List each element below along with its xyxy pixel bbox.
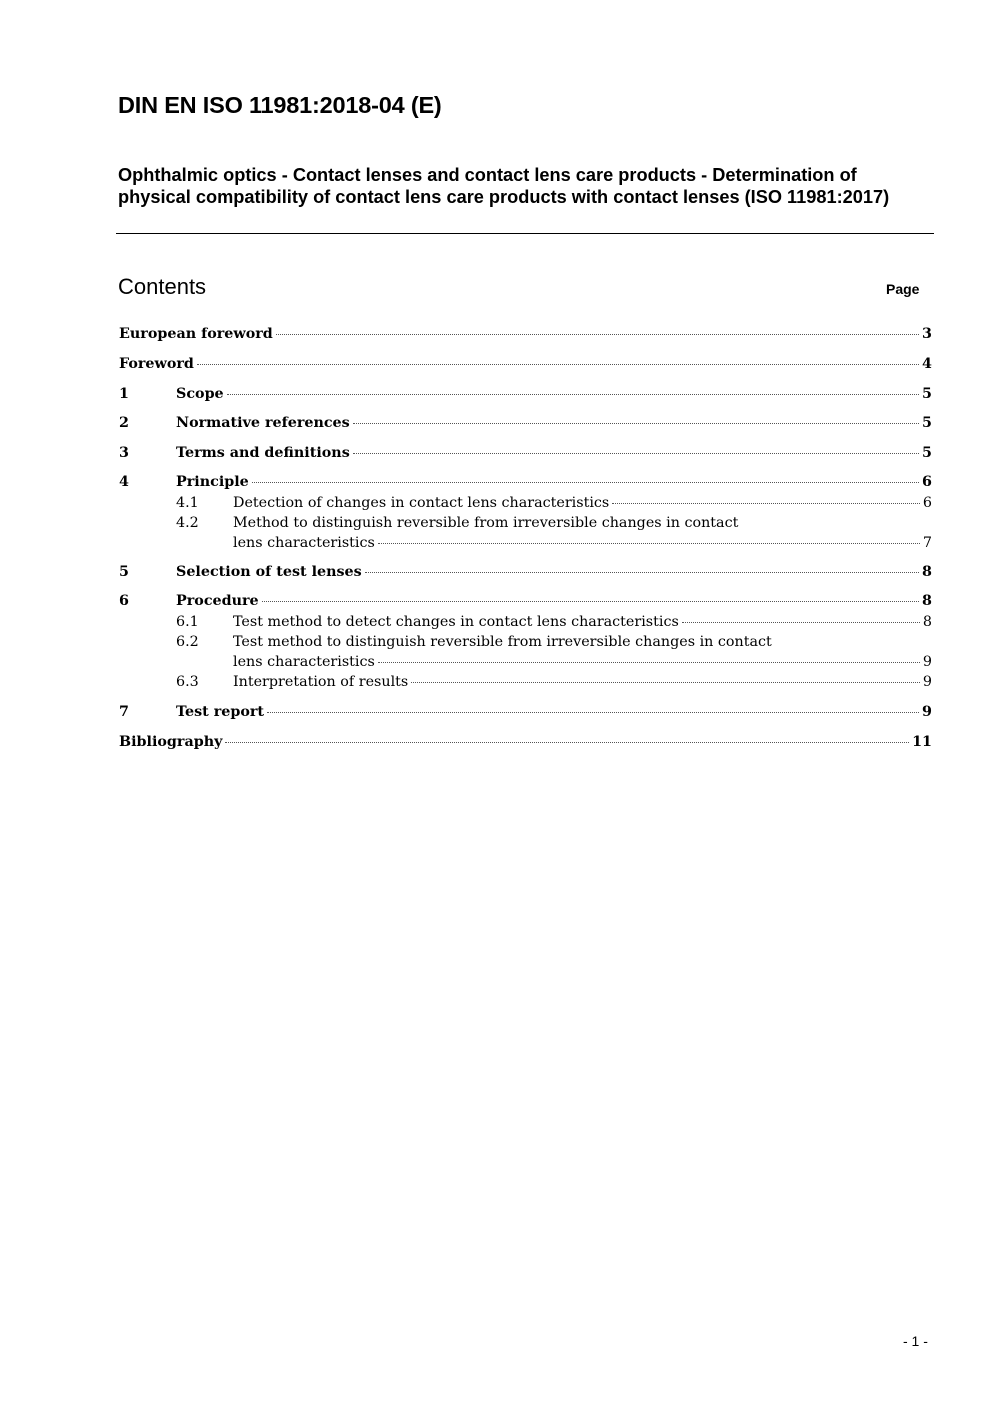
toc-leader-dots [378, 662, 920, 663]
toc-entry-number: 2 [119, 415, 129, 431]
toc-entry-page: 8 [922, 593, 932, 609]
contents-heading: Contents [118, 274, 207, 299]
toc-entry-test-method-detect[interactable] [119, 612, 932, 632]
toc-entry-text: Test report [176, 704, 265, 720]
toc-entry-normative-references[interactable] [119, 413, 932, 433]
toc-entry-page: 4 [922, 356, 932, 372]
toc-entry-page: 9 [922, 674, 932, 690]
toc-entry-number: 7 [119, 704, 129, 720]
toc-leader-dots [262, 601, 919, 602]
toc-entry-scope[interactable] [119, 384, 932, 404]
toc-entry-text: Test method to detect changes in contact lens characteristics [233, 614, 679, 630]
toc-leader-dots [276, 334, 919, 335]
toc-entry-text: Normative references [176, 415, 350, 431]
toc-entry-principle[interactable] [119, 472, 932, 492]
toc-entry-text: European foreword [119, 326, 273, 342]
toc-entry-terms-and-definitions[interactable] [119, 443, 932, 463]
toc-leader-dots [353, 423, 919, 424]
toc-leader-dots [225, 742, 909, 743]
toc-leader-dots [227, 394, 919, 395]
toc-entry-foreword[interactable] [119, 354, 932, 374]
toc-entry-page: 9 [922, 654, 932, 670]
toc-entry-number: 4 [119, 474, 129, 490]
toc-entry-interpretation-of-results[interactable] [119, 672, 932, 692]
toc-entry-text: Principle [176, 474, 249, 490]
title-divider [116, 233, 934, 234]
toc-entry-number: 1 [119, 386, 129, 402]
toc-entry-number: 6 [119, 593, 129, 609]
toc-entry-text: Detection of changes in contact lens characteristics [233, 495, 610, 511]
toc-entry-test-report[interactable] [119, 702, 932, 722]
toc-entry-text: lens characteristics [233, 654, 375, 670]
toc-leader-dots [267, 712, 919, 713]
toc-entry-procedure[interactable] [119, 591, 932, 611]
toc-leader-dots [252, 482, 919, 483]
toc-entry-text-line1: Test method to distinguish reversible from irreversible changes in contact [233, 634, 772, 650]
toc-entry-text: Procedure [176, 593, 259, 609]
toc-leader-dots [612, 503, 920, 504]
toc-entry-test-method-distinguish-cont[interactable] [119, 652, 932, 672]
toc-entry-text: Bibliography [119, 734, 223, 750]
toc-entry-page: 8 [922, 614, 932, 630]
toc-entry-number: 5 [119, 564, 129, 580]
toc-entry-number: 6.2 [176, 634, 199, 650]
toc-entry-page: 5 [922, 415, 932, 431]
toc-entry-page: 5 [922, 445, 932, 461]
toc-leader-dots [365, 572, 919, 573]
toc-entry-number: 4.2 [176, 515, 199, 531]
toc-entry-page: 9 [922, 704, 932, 720]
toc-entry-number: 6.3 [176, 674, 199, 690]
toc-entry-test-method-distinguish[interactable] [119, 632, 932, 652]
toc-entry-text: Interpretation of results [233, 674, 409, 690]
toc-leader-dots [378, 543, 920, 544]
toc-entry-number: 4.1 [176, 495, 199, 511]
toc-entry-text: Foreword [119, 356, 194, 372]
toc-entry-page: 7 [922, 535, 932, 551]
toc-entry-text-line1: Method to distinguish reversible from irreversible changes in contact [233, 515, 739, 531]
document-subtitle: Ophthalmic optics - Contact lenses and contact lens care products - Determination of physical compatibility of contact lens care products with contact lenses (ISO 11981:2017) [118, 165, 890, 207]
toc-entry-selection-of-test-lenses[interactable] [119, 562, 932, 582]
toc-entry-method-to-distinguish[interactable] [119, 513, 932, 533]
toc-entry-method-to-distinguish-cont[interactable] [119, 533, 932, 553]
toc-entry-bibliography[interactable] [119, 732, 932, 752]
toc-entry-detection-of-changes[interactable] [119, 493, 932, 513]
toc-entry-page: 11 [912, 734, 932, 750]
toc-entry-page: 5 [922, 386, 932, 402]
toc-entry-european-foreword[interactable] [119, 324, 932, 344]
document-title: DIN EN ISO 11981:2018-04 (E) [118, 92, 442, 118]
toc-entry-text: Selection of test lenses [176, 564, 362, 580]
toc-entry-page: 3 [922, 326, 932, 342]
page-column-label: Page [886, 281, 920, 297]
toc-entry-page: 8 [922, 564, 932, 580]
toc-leader-dots [411, 682, 920, 683]
toc-leader-dots [682, 622, 920, 623]
toc-entry-text: lens characteristics [233, 535, 375, 551]
toc-leader-dots [353, 453, 919, 454]
toc-entry-page: 6 [922, 474, 932, 490]
footer-page-number: - 1 - [903, 1333, 928, 1349]
toc-entry-number: 3 [119, 445, 129, 461]
toc-entry-text: Scope [176, 386, 224, 402]
toc-entry-number: 6.1 [176, 614, 199, 630]
toc-entry-page: 6 [922, 495, 932, 511]
toc-entry-text: Terms and definitions [176, 445, 350, 461]
toc-leader-dots [197, 364, 919, 365]
